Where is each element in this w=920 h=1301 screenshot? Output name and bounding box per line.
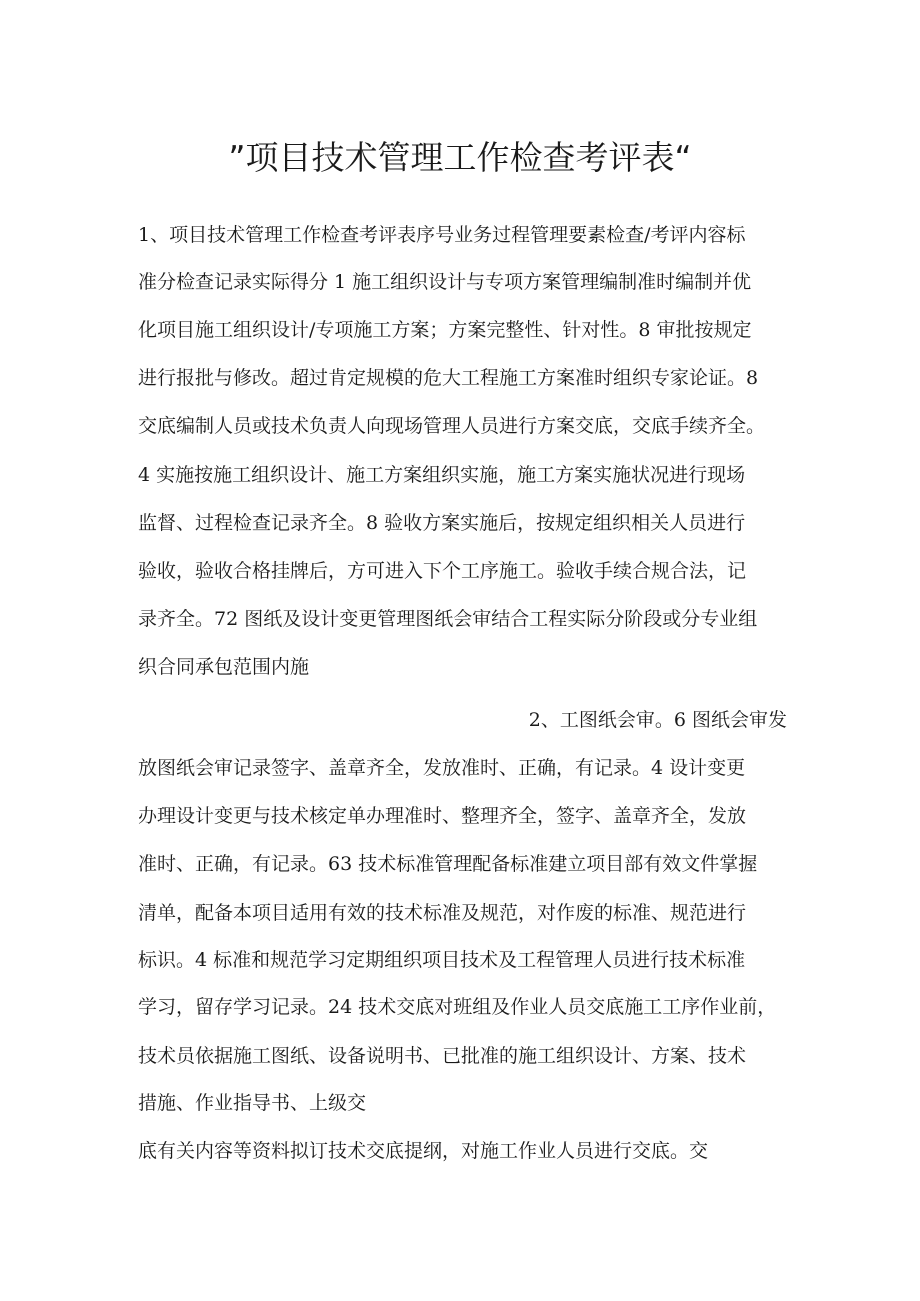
paragraph-line: 底有关内容等资料拟订技术交底提纲，对施工作业人员进行交底。交 [138, 1140, 709, 1162]
paragraph-line: 办理设计变更与技术核定单办理准时、整理齐全，签字、盖章齐全，发放 [138, 805, 747, 827]
document-title: ”项目技术管理工作检查考评表“ [228, 138, 692, 177]
paragraph-line: 交底编制人员或技术负责人向现场管理人员进行方案交底，交底手续齐全。 [138, 415, 766, 437]
paragraph-line: 验收，验收合格挂牌后，方可进入下个工序施工。验收手续合规合法，记 [138, 560, 747, 582]
paragraph-line: 进行报批与修改。超过肯定规模的危大工程施工方案准时组织专家论证。8 [138, 367, 759, 389]
paragraph-line: 录齐全。72 图纸及设计变更管理图纸会审结合工程实际分阶段或分专业组 [138, 608, 758, 630]
paragraph-line: 学习，留存学习记录。24 技术交底对班组及作业人员交底施工工序作业前， [138, 996, 777, 1018]
paragraph-line: 4 实施按施工组织设计、施工方案组织实施，施工方案实施状况进行现场 [138, 464, 746, 486]
paragraph-line: 织合同承包范围内施 [138, 656, 310, 678]
paragraph-line: 标识。4 标准和规范学习定期组织项目技术及工程管理人员进行技术标准 [138, 949, 746, 971]
paragraph-line: 1、项目技术管理工作检查考评表序号业务过程管理要素检查/考评内容标 [138, 224, 746, 246]
paragraph-line: 技术员依据施工图纸、设备说明书、已批准的施工组织设计、方案、技术 [138, 1045, 747, 1067]
paragraph-line: 准分检查记录实际得分 1 施工组织设计与专项方案管理编制准时编制并优 [138, 271, 752, 293]
paragraph-line: 化项目施工组织设计/专项施工方案；方案完整性、针对性。8 审批按规定 [138, 319, 752, 341]
paragraph-line: 清单，配备本项目适用有效的技术标准及规范，对作废的标准、规范进行 [138, 902, 747, 924]
paragraph-line: 措施、作业指导书、上级交 [138, 1092, 367, 1114]
paragraph-line: 放图纸会审记录签字、盖章齐全，发放准时、正确，有记录。4 设计变更 [138, 757, 746, 779]
paragraph-line: 2、工图纸会审。6 图纸会审发 [528, 709, 787, 731]
paragraph-line: 监督、过程检查记录齐全。8 验收方案实施后，按规定组织相关人员进行 [138, 512, 746, 534]
paragraph-line: 准时、正确，有记录。63 技术标准管理配备标准建立项目部有效文件掌握 [138, 853, 758, 875]
